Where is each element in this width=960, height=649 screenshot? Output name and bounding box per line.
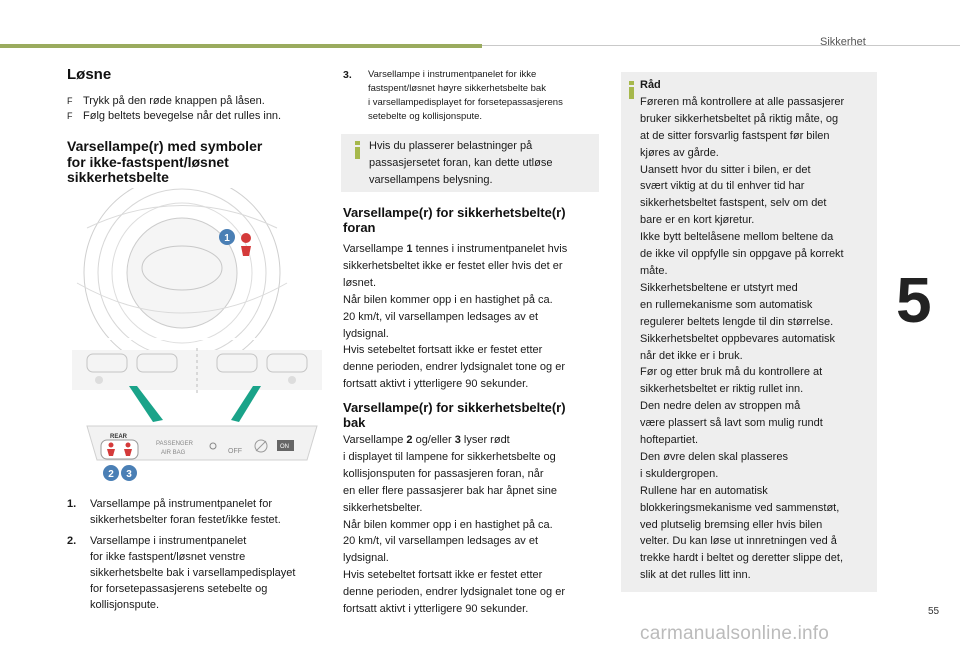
numbered-list (67, 496, 319, 618)
bullet-item (67, 94, 265, 108)
advice-line: Rullene har en automatisk (640, 484, 768, 497)
svg-text:OFF: OFF (228, 448, 242, 455)
page-number: 55 (928, 606, 940, 617)
para-line: denne perioden, endrer lydsignalet tone og er (343, 586, 565, 599)
list-item (67, 496, 319, 528)
instrument-cluster (67, 188, 323, 371)
advice-line: sikkerhetsbeltet fastspent, selv om det (640, 197, 827, 210)
header-rule (482, 45, 960, 46)
info-box-load-text (369, 138, 591, 189)
rear-belts-paragraph (343, 432, 599, 618)
para-line: løsnet. (343, 276, 377, 289)
list-number: 2. (67, 535, 77, 547)
bullet-marker: F (67, 96, 73, 106)
heading-line: sikkerhetsbelte (67, 169, 169, 185)
list-number: 1. (67, 498, 77, 510)
heading-warning-lamps (67, 139, 262, 186)
para-line: Når bilen kommer opp i en hastighet på ca. (343, 293, 553, 306)
bullet-marker: F (67, 111, 73, 121)
info-line: passasjersetet foran, kan dette utløse (369, 156, 553, 169)
para-line: kollisjonsputen for passasjeren foran, når (343, 467, 544, 480)
advice-line: hoftepartiet. (640, 434, 699, 447)
advice-line: Den øvre delen skal plasseres (640, 450, 788, 463)
list-line: Varsellampe i instrumentpanelet (90, 535, 247, 547)
front-belts-paragraph (343, 241, 599, 393)
heading-line: Varsellampe(r) med symboler (67, 138, 263, 154)
advice-line: Ikke bytt beltelåsene mellom beltene da (640, 231, 834, 244)
watermark: carmanualsonline.info (640, 623, 830, 644)
advice-line: når det ikke er i bruk. (640, 349, 743, 362)
heading-line: Varsellampe(r) for sikkerhetsbelte(r) (343, 205, 566, 220)
heading-line: Varsellampe(r) for sikkerhetsbelte(r) (343, 400, 566, 415)
advice-title: Råd (640, 79, 661, 91)
para-line: 20 km/t, vil varsellampen ledsages av et (343, 310, 539, 323)
advice-line: at de sitter forsvarlig fastspent før bilen (640, 129, 830, 142)
para-line: Hvis setebeltet fortsatt ikke er festet etter (343, 344, 543, 357)
para-line: 20 km/t, vil varsellampen ledsages av et (343, 535, 539, 548)
advice-line: regulerer beltets lengde til din størrelse. (640, 315, 834, 328)
advice-line: velter. Du kan løse ut innretningen ved å (640, 535, 837, 548)
airbag-label: AIR BAG (161, 450, 186, 456)
para-line: sikkerhetsbelter. (343, 501, 423, 514)
para-line: Varsellampe 1 tennes i instrumentpanelet hvis (343, 243, 568, 255)
rear-label: REAR (110, 434, 128, 440)
chapter-number: 5 (896, 264, 932, 336)
pointer-arrows (129, 386, 261, 422)
bullet-item (67, 109, 281, 123)
para-line: lydsignal. (343, 552, 389, 565)
advice-line: Den nedre delen av stroppen må (640, 400, 801, 413)
list-number: 3. (343, 69, 352, 81)
callout-3 (121, 465, 137, 481)
list-line: sikkerhetsbelte bak i varsellampedisplayet (90, 567, 296, 579)
advice-line: en rullemekanisme som automatisk (640, 298, 813, 311)
para-line: i displayet til lampene for sikkerhetsbelte og (343, 450, 556, 463)
bullet-text: Trykk på den røde knappen på låsen. (83, 95, 265, 107)
para-line: fortsatt aktivt i ytterligere 90 sekunder. (343, 378, 529, 391)
advice-line: de ikke vil oppfylle sin oppgave på korrekt (640, 248, 844, 261)
info-icon (355, 147, 360, 159)
info-line: varsellampens belysning. (369, 173, 493, 186)
advice-line: Før og etter bruk må du kontrollere at (640, 366, 823, 379)
para-line: denne perioden, endrer lydsignalet tone og er (343, 361, 565, 374)
list-line: sikkerhetsbelter foran festet/ikke festet. (90, 514, 281, 526)
advice-lines (640, 94, 872, 584)
advice-line: Føreren må kontrollere at alle passasjerer (640, 95, 845, 108)
advice-text (640, 77, 872, 584)
svg-text:3: 3 (126, 469, 132, 480)
para-line: Hvis setebeltet fortsatt ikke er festet etter (343, 569, 543, 582)
info-line: Hvis du plasserer belastninger på (369, 140, 533, 152)
svg-text:2: 2 (108, 469, 114, 480)
para-line: fortsatt aktivt i ytterligere 90 sekunder. (343, 603, 529, 616)
advice-line: måte. (640, 264, 668, 277)
rear-seatbelt-lamps (101, 440, 138, 459)
list-line: kollisjonspute. (90, 599, 160, 611)
section-name: Sikkerhet (820, 36, 866, 48)
warning-lamp-panel (87, 426, 317, 460)
advice-line: trekke hardt i beltet og deretter slippe det, (640, 552, 844, 565)
list-line: for ikke fastspent/løsnet venstre (90, 551, 246, 563)
list-line: i varsellampedisplayet for forsetepassasjerens (368, 97, 563, 108)
callout-1 (219, 229, 235, 245)
list-item-3 (343, 68, 599, 124)
para-line: en eller flere passasjerer bak har åpnet sine (343, 484, 558, 497)
header-accent-bar (0, 44, 482, 48)
list-item (67, 533, 319, 613)
para-line: Når bilen kommer opp i en hastighet på ca. (343, 518, 553, 531)
advice-line: i skuldergropen. (640, 467, 719, 480)
list-line: for forsetepassasjerens setebelte og (90, 583, 268, 595)
heading-losne: Løsne (67, 66, 112, 83)
info-icon (629, 87, 634, 99)
advice-line: være plassert så lavt som mulig rundt (640, 417, 823, 430)
para-line: lydsignal. (343, 327, 389, 340)
para-line: sikkerhetsbeltet ikke er festet eller hvis det er (343, 259, 563, 272)
advice-line: bruker sikkerhetsbeltet på riktig måte, og (640, 112, 839, 125)
advice-line: kjøres av gårde. (640, 146, 719, 159)
callout-2 (103, 465, 119, 481)
advice-line: Sikkerhetsbeltene er utstyrt med (640, 281, 798, 294)
heading-rear-belts (343, 400, 566, 430)
advice-line: Sikkerhetsbeltet oppbevares automatisk (640, 332, 836, 345)
dashboard-console (72, 348, 322, 393)
advice-line: svært viktig at du til enhver tid har (640, 180, 805, 193)
para-line: Varsellampe 2 og/eller 3 lyser rødt (343, 434, 510, 446)
advice-line: Uansett hvor du sitter i bilen, er det (640, 163, 811, 176)
advice-line: slik at det rulles litt inn. (640, 569, 751, 582)
advice-line: bare er en kort kjøretur. (640, 214, 755, 227)
heading-line: bak (343, 415, 366, 430)
heading-line: foran (343, 220, 376, 235)
list-line: setebelte og kollisjonspute. (368, 111, 483, 122)
list-line: Varsellampe på instrumentpanelet for (90, 498, 273, 510)
svg-text:ON: ON (280, 444, 289, 450)
svg-text:1: 1 (224, 233, 230, 244)
instrument-panel-illustration (67, 188, 323, 488)
list-line: fastspent/løsnet høyre sikkerhetsbelte bak (368, 83, 546, 94)
advice-line: sikkerhetsbeltet er riktig rullet inn. (640, 383, 804, 396)
advice-line: ved plutselig bremsing eller hvis bilen (640, 518, 823, 531)
advice-line: blokkeringsmekanisme ved sammenstøt, (640, 501, 840, 514)
passenger-label: PASSENGER (156, 441, 193, 447)
heading-line: for ikke-fastspent/løsnet (67, 153, 229, 170)
bullet-text: Følg beltets bevegelse når det rulles inn. (83, 110, 282, 122)
heading-front-belts (343, 205, 566, 235)
list-line: Varsellampe i instrumentpanelet for ikke (368, 69, 537, 80)
